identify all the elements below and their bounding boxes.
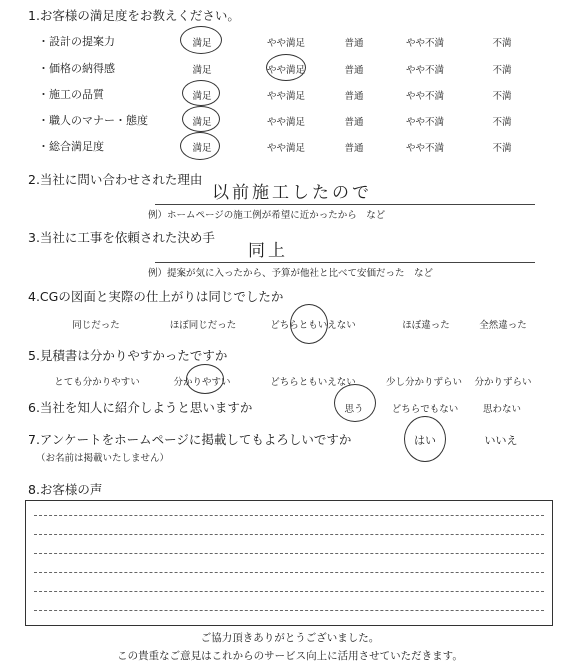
q1-title: 1.お客様の満足度をお教えください。 xyxy=(28,8,240,23)
q1-option[interactable]: やや不満 xyxy=(405,91,445,102)
q7-title: 7.アンケートをホームページに掲載してもよろしいですか xyxy=(28,432,352,447)
q2-example: 例）ホームページの施工例が希望に近かったから など xyxy=(148,210,386,221)
answer-line xyxy=(155,262,535,263)
q1-row-label: ・職人のマナー・態度 xyxy=(38,114,148,127)
writing-line xyxy=(34,591,544,592)
q6-option[interactable]: 思わない xyxy=(482,404,522,415)
customer-voice-box[interactable] xyxy=(25,500,553,626)
q7-option[interactable]: はい xyxy=(414,434,436,447)
selected-mark xyxy=(182,106,220,132)
q1-row-label: ・施工の品質 xyxy=(38,88,104,101)
q6-title: 6.当社を知人に紹介しようと思いますか xyxy=(28,400,253,415)
q1-row-label: ・設計の提案力 xyxy=(38,35,115,48)
selected-mark xyxy=(186,364,224,394)
writing-line xyxy=(34,572,544,573)
q1-row-label: ・総合満足度 xyxy=(38,140,104,153)
q1-option[interactable]: 満足 xyxy=(192,65,212,76)
q1-option[interactable]: やや満足 xyxy=(266,65,306,76)
q1-option[interactable]: 満足 xyxy=(192,143,212,154)
q1-option[interactable]: 満足 xyxy=(192,38,212,49)
q1-option[interactable]: 普通 xyxy=(344,117,364,128)
q5-option[interactable]: 分かりずらい xyxy=(474,377,532,388)
q7-note: （お名前は掲載いたしません） xyxy=(36,453,170,464)
q5-option[interactable]: 少し分かりずらい xyxy=(385,377,463,388)
q4-option[interactable]: どちらともいえない xyxy=(270,320,356,331)
q1-option[interactable]: 普通 xyxy=(344,91,364,102)
selected-mark xyxy=(180,26,222,54)
q1-option[interactable]: やや不満 xyxy=(405,117,445,128)
q1-option[interactable]: 満足 xyxy=(192,91,212,102)
answer-line xyxy=(155,204,535,205)
q1-option[interactable]: 満足 xyxy=(192,117,212,128)
q1-option[interactable]: やや満足 xyxy=(266,143,306,154)
q1-option[interactable]: 普通 xyxy=(344,143,364,154)
q1-option[interactable]: 不満 xyxy=(492,65,512,76)
selected-mark xyxy=(266,54,306,81)
q4-option[interactable]: ほぼ同じだった xyxy=(169,320,237,331)
q1-option[interactable]: 普通 xyxy=(344,65,364,76)
q5-option[interactable]: どちらともいえない xyxy=(270,377,356,388)
writing-line xyxy=(34,534,544,535)
q5-title: 5.見積書は分かりやすかったですか xyxy=(28,348,228,363)
q1-option[interactable]: 不満 xyxy=(492,143,512,154)
q1-option[interactable]: 普通 xyxy=(344,38,364,49)
q3-answer: 同上 xyxy=(248,241,288,261)
selected-mark xyxy=(334,384,376,422)
q1-option[interactable]: やや不満 xyxy=(405,65,445,76)
q1-option[interactable]: やや満足 xyxy=(266,91,306,102)
selected-mark xyxy=(290,304,328,344)
writing-line xyxy=(34,610,544,611)
q2-answer: 以前施工したので xyxy=(212,183,372,203)
q1-option[interactable]: やや満足 xyxy=(266,38,306,49)
q1-row-label: ・価格の納得感 xyxy=(38,62,115,75)
q1-option[interactable]: 不満 xyxy=(492,117,512,128)
q5-option[interactable]: 分かりやすい xyxy=(173,377,231,388)
q1-option[interactable]: 不満 xyxy=(492,91,512,102)
writing-line xyxy=(34,553,544,554)
q1-option[interactable]: 不満 xyxy=(492,38,512,49)
q1-option[interactable]: やや満足 xyxy=(266,117,306,128)
q4-option[interactable]: ほぼ違った xyxy=(402,320,450,331)
selected-mark xyxy=(182,80,220,106)
q4-title: 4.CGの図面と実際の仕上がりは同じでしたか xyxy=(28,289,284,304)
footer-thanks: ご協力頂きありがとうございました。 xyxy=(200,632,380,644)
q3-example: 例）提案が気に入ったから、予算が他社と比べて安価だった など xyxy=(148,268,434,279)
q1-option[interactable]: やや不満 xyxy=(405,143,445,154)
writing-line xyxy=(34,515,544,516)
q7-option[interactable]: いいえ xyxy=(484,434,518,447)
footer-note: この貴重なご意見はこれからのサービス向上に活用させていただきます。 xyxy=(117,650,463,662)
q6-option[interactable]: 思う xyxy=(344,404,364,415)
q8-title: 8.お客様の声 xyxy=(28,482,103,497)
selected-mark xyxy=(404,416,446,462)
q5-option[interactable]: とても分かりやすい xyxy=(54,377,140,388)
q6-option[interactable]: どちらでもない xyxy=(391,404,459,415)
q4-option[interactable]: 同じだった xyxy=(72,320,120,331)
q2-title: 2.当社に問い合わせされた理由 xyxy=(28,172,203,187)
q3-title: 3.当社に工事を依頼された決め手 xyxy=(28,230,215,245)
selected-mark xyxy=(180,132,220,160)
q1-option[interactable]: やや不満 xyxy=(405,38,445,49)
q4-option[interactable]: 全然違った xyxy=(479,320,527,331)
